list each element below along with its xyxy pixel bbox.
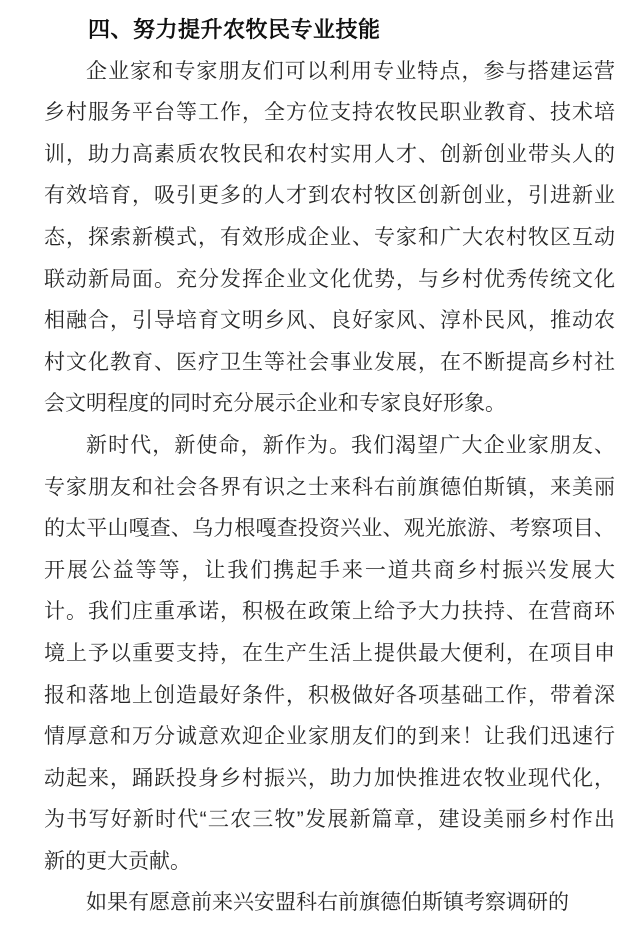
- text-line: 境上予以重要支持，在生产生活上提供最大便利，在项目申: [44, 641, 615, 665]
- text-line: 的太平山嘎查、乌力根嘎查投资兴业、观光旅游、考察项目、: [44, 517, 615, 541]
- text-line: 联动新局面。充分发挥企业文化优势，与乡村优秀传统文化: [44, 267, 615, 291]
- text-line: 计。我们庄重承诺，积极在政策上给予大力扶持、在营商环: [44, 600, 615, 624]
- text-line: 新的更大贡献。: [44, 849, 191, 873]
- text-line: 乡村服务平台等工作，全方位支持农牧民职业教育、技术培: [44, 101, 615, 125]
- paragraph: [44, 51, 615, 425]
- text-line: 动起来，踊跃投身乡村振兴，助力加快推进农牧业现代化，: [44, 766, 615, 790]
- text-line: 有效培育，吸引更多的人才到农村牧区创新创业，引进新业: [44, 184, 615, 208]
- section-heading: 四、努力提升农牧民专业技能: [88, 17, 381, 42]
- text-line: 报和落地上创造最好条件，积极做好各项基础工作，带着深: [44, 683, 615, 707]
- text-line: 如果有愿意前来兴安盟科右前旗德伯斯镇考察调研的: [86, 891, 569, 915]
- text-line: 专家朋友和社会各界有识之士来科右前旗德伯斯镇，来美丽: [44, 475, 615, 499]
- text-line: 会文明程度的同时充分展示企业和专家良好形象。: [44, 392, 506, 416]
- document-body: [44, 51, 615, 924]
- text-line: 相融合，引导培育文明乡风、良好家风、淳朴民风，推动农: [44, 309, 615, 333]
- text-line: 村文化教育、医疗卫生等社会事业发展，在不断提高乡村社: [44, 350, 615, 374]
- text-line: 训，助力高素质农牧民和农村实用人才、创新创业带头人的: [44, 142, 615, 166]
- text-line: 情厚意和万分诚意欢迎企业家朋友们的到来！让我们迅速行: [44, 725, 615, 749]
- text-line: 为书写好新时代“三农三牧”发展新篇章，建设美丽乡村作出: [44, 808, 615, 832]
- paragraph: [44, 425, 615, 883]
- text-line: 开展公益等等，让我们携起手来一道共商乡村振兴发展大: [44, 558, 615, 582]
- text-line: 企业家和专家朋友们可以利用专业特点，参与搭建运营: [86, 59, 615, 83]
- text-line: 态，探索新模式，有效形成企业、专家和广大农村牧区互动: [44, 225, 615, 249]
- text-line: 新时代，新使命，新作为。我们渴望广大企业家朋友、: [86, 433, 615, 457]
- paragraph: [44, 882, 615, 924]
